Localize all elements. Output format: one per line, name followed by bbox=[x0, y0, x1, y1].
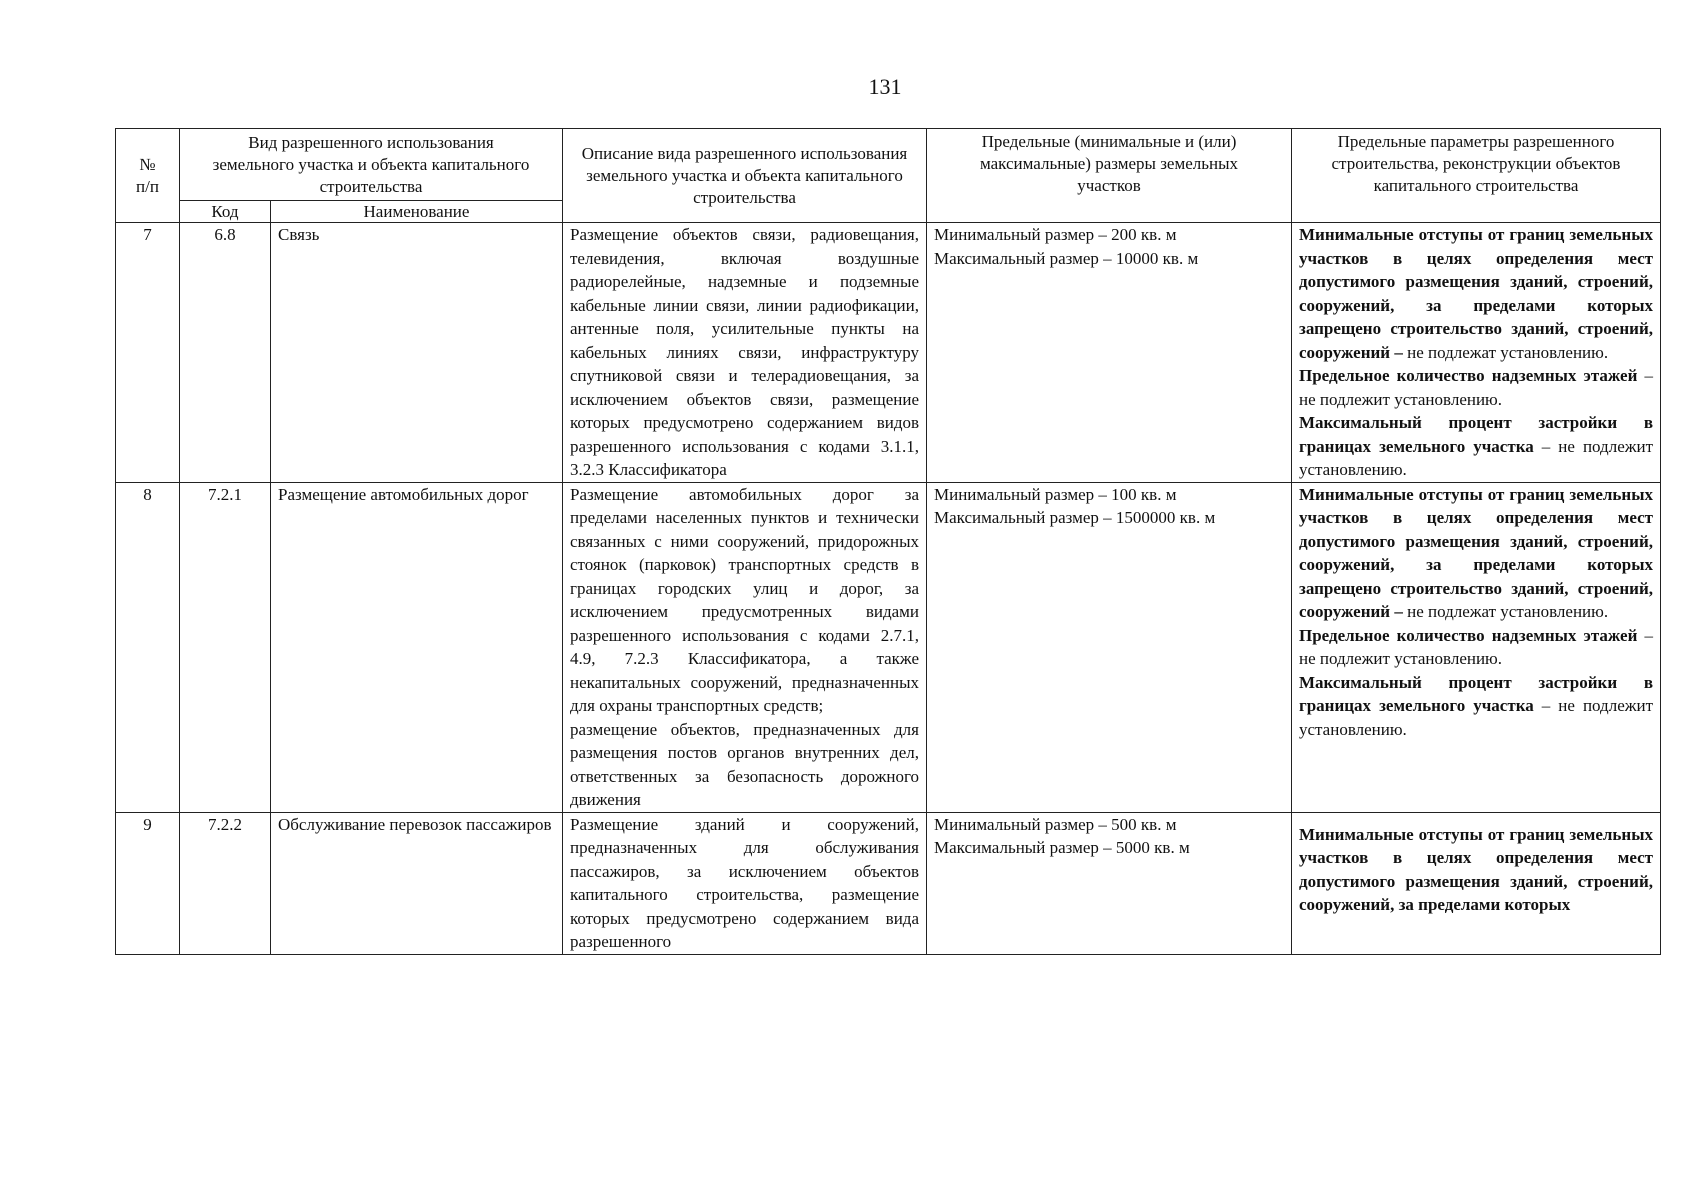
param-setbacks-value: не подлежат установлению. bbox=[1402, 602, 1609, 621]
row-sizes bbox=[927, 812, 1292, 954]
row-name: Связь bbox=[271, 223, 563, 483]
param-floors-title: Предельное количество надземных этажей bbox=[1299, 366, 1638, 385]
param-floors-value: – не подлежит установлению. bbox=[1299, 366, 1654, 409]
size-min: Минимальный размер – 500 кв. м bbox=[934, 814, 1177, 834]
header-description: Описание вида разрешенного использования земельного участка и объекта капитального строительства bbox=[563, 129, 927, 223]
row-name: Размещение автомобильных дорог bbox=[271, 482, 563, 812]
size-max: Максимальный размер – 1500000 кв. м bbox=[934, 508, 1216, 527]
row-number: 9 bbox=[116, 812, 180, 954]
size-min: Минимальный размер – 200 кв. м bbox=[934, 225, 1177, 244]
row-name: Обслуживание перевозок пассажиров bbox=[271, 812, 563, 954]
param-coverage-value: – не подлежит установлению. bbox=[1299, 696, 1654, 739]
row-sizes bbox=[927, 223, 1292, 483]
param-floors-title: Предельное количество надземных этажей bbox=[1299, 625, 1638, 645]
table-row bbox=[116, 223, 1661, 483]
row-number: 8 bbox=[116, 482, 180, 812]
table-row bbox=[116, 482, 1661, 812]
land-use-table bbox=[115, 128, 1661, 955]
row-description-part2: размещение объектов, предназначенных для размещения постов органов внутренних дел, ответственных за безопасность дорожного движения bbox=[570, 719, 919, 809]
param-setbacks-title: Минимальные отступы от границ земельных участков в целях определения мест допустимого размещения зданий, строений, сооружений, за пределами которых bbox=[1299, 824, 1653, 914]
param-setbacks bbox=[1299, 823, 1653, 917]
header-num: № п/п bbox=[116, 129, 180, 223]
param-coverage-value: – не подлежит установлению. bbox=[1299, 436, 1654, 479]
table-row bbox=[116, 812, 1661, 954]
row-description bbox=[563, 482, 927, 812]
row-params bbox=[1292, 482, 1661, 812]
row-code: 7.2.1 bbox=[180, 482, 271, 812]
row-number: 7 bbox=[116, 223, 180, 483]
row-description-part1: Размещение автомобильных дорог за пределами населенных пунктов и технически связанных с ними сооружений, придорожных стоянок (парковок) транспортных средств в границах городских улиц и дорог, за исключением предусмотренных видами разрешенного использования с кодами 2.7.1, 4.9, 7.2.3 Классификатора, а также некапитальных сооружений, предназначенных для охраны транспортных средств; bbox=[570, 484, 919, 715]
row-code: 7.2.2 bbox=[180, 812, 271, 954]
size-max: Максимальный размер – 5000 кв. м bbox=[934, 838, 1190, 857]
param-coverage bbox=[1299, 671, 1653, 742]
param-coverage-title: Максимальный процент застройки в границах земельного участка bbox=[1299, 413, 1653, 456]
param-setbacks bbox=[1299, 223, 1653, 364]
size-min: Минимальный размер – 100 кв. м bbox=[934, 484, 1177, 504]
header-use-type-group: Вид разрешенного использования земельного участка и объекта капитального строительства bbox=[180, 129, 563, 201]
param-setbacks-title: Минимальные отступы от границ земельных участков в целях определения мест допустимого размещения зданий, строений, сооружений, за пределами которых запрещено строительство зданий, строений, сооружений – bbox=[1299, 225, 1653, 362]
header-sizes: Предельные (минимальные и (или) максимальные) размеры земельных участков bbox=[927, 129, 1292, 223]
table-header bbox=[116, 129, 1661, 223]
header-name: Наименование bbox=[271, 201, 563, 223]
param-floors bbox=[1299, 364, 1653, 411]
row-code: 6.8 bbox=[180, 223, 271, 483]
row-sizes bbox=[927, 482, 1292, 812]
header-code: Код bbox=[180, 201, 271, 223]
param-setbacks bbox=[1299, 483, 1653, 624]
size-max: Максимальный размер – 10000 кв. м bbox=[934, 248, 1199, 268]
row-description: Размещение зданий и сооружений, предназначенных для обслуживания пассажиров, за исключением объектов капитального строительства, размещение которых предусмотрено содержанием вида разрешенного bbox=[563, 812, 927, 954]
header-params: Предельные параметры разрешенного строительства, реконструкции объектов капитального строительства bbox=[1292, 129, 1661, 223]
param-setbacks-title: Минимальные отступы от границ земельных участков в целях определения мест допустимого размещения зданий, строений, сооружений, за пределами которых запрещено строительство зданий, строений, сооружений – bbox=[1299, 484, 1653, 621]
param-coverage bbox=[1299, 411, 1653, 482]
row-params bbox=[1292, 812, 1661, 954]
row-params bbox=[1292, 223, 1661, 483]
param-floors-value: – не подлежит установлению. bbox=[1299, 625, 1654, 668]
param-coverage-title: Максимальный процент застройки в границах земельного участка bbox=[1299, 672, 1653, 715]
row-description: Размещение объектов связи, радиовещания, телевидения, включая воздушные радиорелейные, надземные и подземные кабельные линии связи, линии радиофикации, антенные поля, усилительные пункты на кабельных линиях связи, инфраструктуру спутниковой связи и телерадиовещания, за исключением объектов связи, размещение которых предусмотрено содержанием видов разрешенного использования с кодами 3.1.1, 3.2.3 Классификатора bbox=[563, 223, 927, 483]
page-number: 131 bbox=[868, 74, 902, 99]
param-floors bbox=[1299, 624, 1653, 671]
param-setbacks-value: не подлежат установлению. bbox=[1402, 342, 1609, 362]
